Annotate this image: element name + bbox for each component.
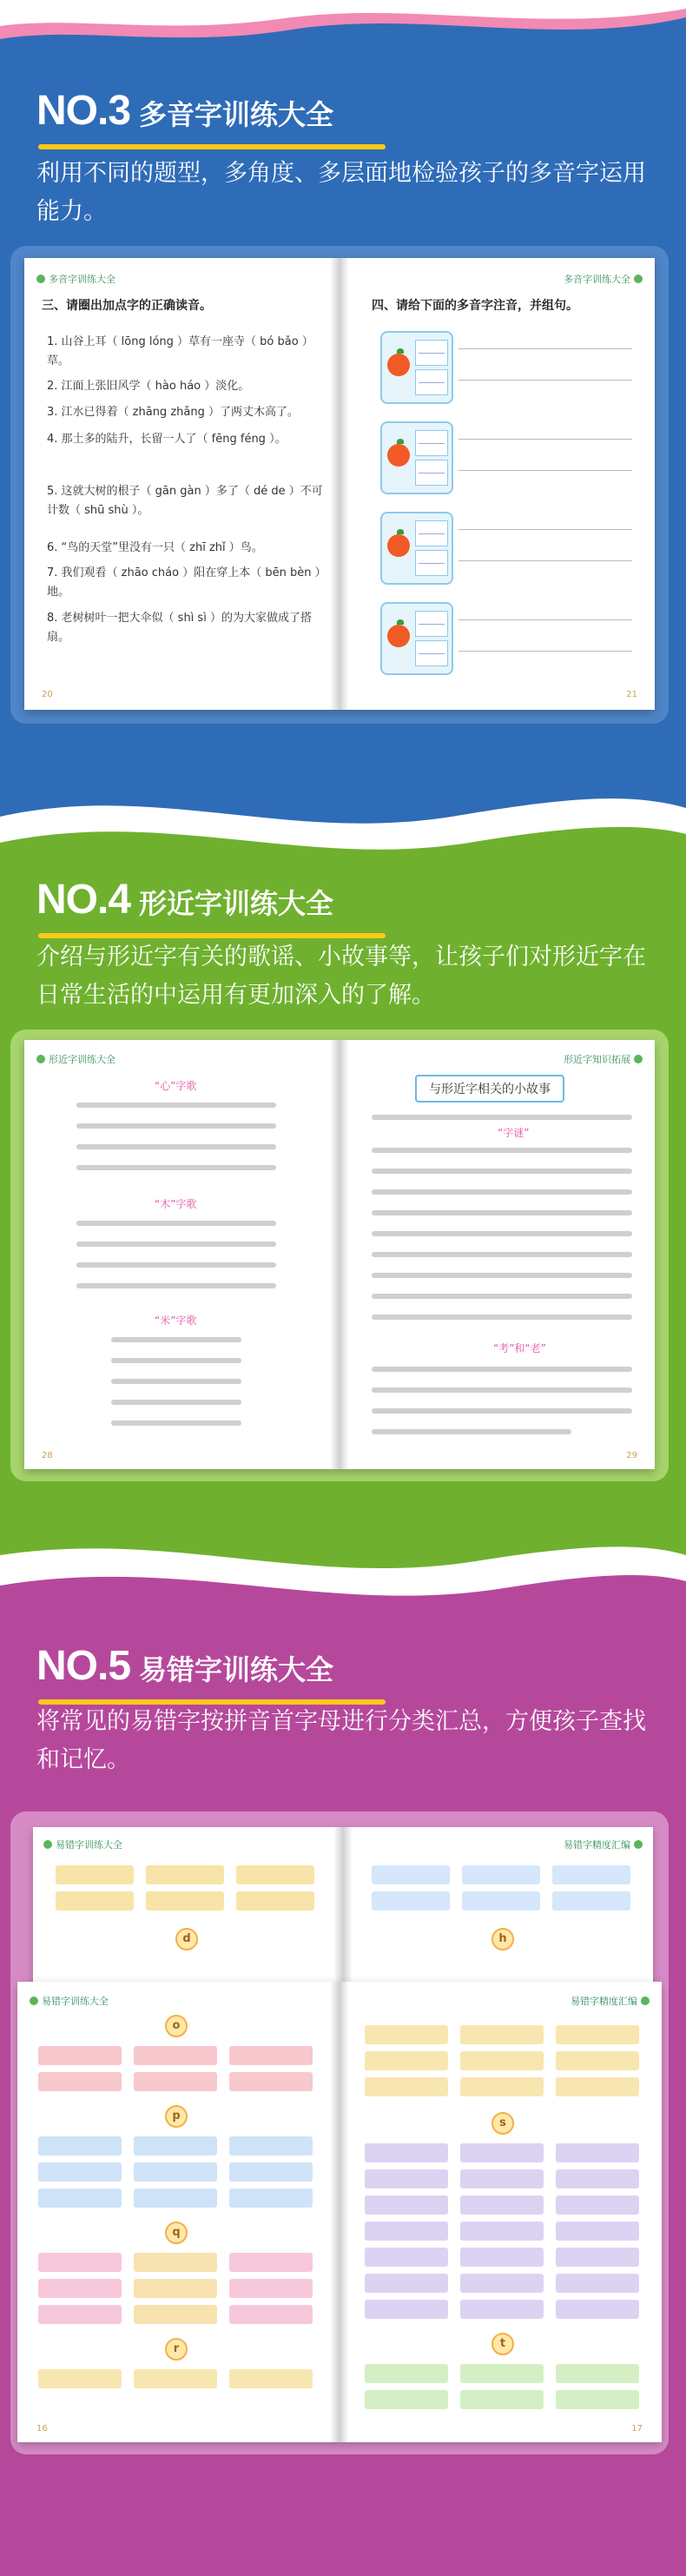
tree-icon xyxy=(641,1997,650,2005)
letter-p-badge: p xyxy=(165,2105,188,2128)
tree-icon xyxy=(30,1997,38,2005)
letter-o-badge: o xyxy=(165,2015,188,2037)
tree-icon xyxy=(634,1055,643,1063)
subtitle-kao-lao: “考”和“老” xyxy=(493,1342,546,1354)
section5-name: 易错字训练大全 xyxy=(139,1653,334,1686)
subtitle-heart-song: “心”字歌 xyxy=(155,1080,197,1092)
letter-r-badge: r xyxy=(165,2338,188,2361)
top-wave xyxy=(0,0,686,52)
section3-left-title: 三、请圈出加点字的正确读音。 xyxy=(42,299,212,313)
wave-blue-green xyxy=(0,782,686,886)
question-2: 2. 江面上张旧风学（ hào háo ）淡化。 xyxy=(47,380,250,393)
polyphone-card xyxy=(380,421,453,494)
section5-frame xyxy=(10,1811,669,2454)
section3-heading xyxy=(36,87,333,135)
section4-number: NO.4 xyxy=(36,877,131,923)
fruit-icon xyxy=(387,625,410,647)
section3-right-title: 四、请给下面的多音字注音，并组句。 xyxy=(372,299,578,313)
story-title: 与形近字相关的小故事 xyxy=(415,1075,564,1103)
question-7: 7. 我们观看（ zhāo cháo ）阳在穿上本（ bēn bèn ）地。 xyxy=(47,566,321,599)
wave-green-purple xyxy=(0,1520,686,1633)
section5-back-book xyxy=(33,1827,653,1992)
question-6: 6. “鸟的天堂”里没有一只（ zhī zhǐ ）鸟。 xyxy=(47,541,263,554)
question-8: 8. 老树树叶一把大伞似（ shì sì ）的为大家做成了搭扇。 xyxy=(47,612,312,644)
section5-front-book xyxy=(17,1982,662,2442)
polyphone-card xyxy=(380,331,453,404)
section5-right-page-number: 17 xyxy=(631,2424,643,2434)
fruit-icon xyxy=(387,354,410,376)
section5-back-right-header: 易错字精度汇编 xyxy=(564,1838,643,1851)
section3-right-page-number: 21 xyxy=(626,690,637,699)
question-3: 3. 江水已得着（ zhāng zhǎng ）了两丈木高了。 xyxy=(47,406,299,419)
section5-front-left-header: 易错字训练大全 xyxy=(30,1994,109,2008)
section4-frame xyxy=(10,1030,669,1481)
section4-left-page-number: 28 xyxy=(42,1451,53,1460)
tree-icon xyxy=(43,1840,52,1849)
section3-frame xyxy=(10,246,669,724)
section3-book xyxy=(24,258,655,710)
section3-underline xyxy=(38,144,386,149)
letter-d-badge: d xyxy=(175,1928,198,1950)
letter-t-badge: t xyxy=(491,2333,514,2355)
tree-icon xyxy=(634,275,643,283)
section3-left-header: 多音字训练大全 xyxy=(36,272,115,286)
letter-q-badge: q xyxy=(165,2222,188,2244)
section4-description: 介绍与形近字有关的歌谣、小故事等，让孩子们对形近字在日常生活的中运用有更加深入的了解。 xyxy=(36,944,646,1009)
section4-book xyxy=(24,1040,655,1469)
section5-heading xyxy=(36,1642,333,1690)
section3-name: 多音字训练大全 xyxy=(139,98,334,131)
section4-right-page-number: 29 xyxy=(626,1451,637,1460)
subtitle-rice-song: “米”字歌 xyxy=(155,1314,197,1327)
tree-icon xyxy=(36,1055,45,1063)
section4-heading xyxy=(36,876,333,924)
fruit-icon xyxy=(387,534,410,557)
letter-s-badge: s xyxy=(491,2112,514,2135)
section4-left-header: 形近字训练大全 xyxy=(36,1052,115,1066)
section3-left-page-number: 20 xyxy=(42,690,53,699)
polyphone-card xyxy=(380,602,453,675)
section4-right-header: 形近字知识拓展 xyxy=(564,1052,643,1066)
subtitle-wood-song: “木”字歌 xyxy=(155,1198,197,1210)
polyphone-card xyxy=(380,512,453,585)
question-5: 5. 这就大树的根子（ gān gàn ）多了（ dé de ）不可计数（ shū shù ）。 xyxy=(47,485,323,517)
section3-number: NO.3 xyxy=(36,88,131,134)
section5-back-left-header: 易错字训练大全 xyxy=(43,1838,122,1851)
section5-number: NO.5 xyxy=(36,1643,131,1689)
question-1: 1. 山谷上耳（ lōng lóng ）草有一座寺（ bó bǎo ）草。 xyxy=(47,335,313,368)
section4-name: 形近字训练大全 xyxy=(139,887,334,920)
fruit-icon xyxy=(387,444,410,467)
section5-description: 将常见的易错字按拼音首字母进行分类汇总，方便孩子查找和记忆。 xyxy=(36,1708,646,1773)
tree-icon xyxy=(634,1840,643,1849)
section3-description: 利用不同的题型，多角度、多层面地检验孩子的多音字运用能力。 xyxy=(36,160,646,225)
letter-h-badge: h xyxy=(491,1928,514,1950)
section5-front-right-header: 易错字精度汇编 xyxy=(571,1994,650,2008)
section3-right-header: 多音字训练大全 xyxy=(564,272,643,286)
tree-icon xyxy=(36,275,45,283)
question-4: 4. 那土多的陆升，长留一人了（ fēng féng ）。 xyxy=(47,433,287,446)
subtitle-riddle: “字谜” xyxy=(498,1127,530,1139)
section5-left-page-number: 16 xyxy=(36,2424,48,2434)
